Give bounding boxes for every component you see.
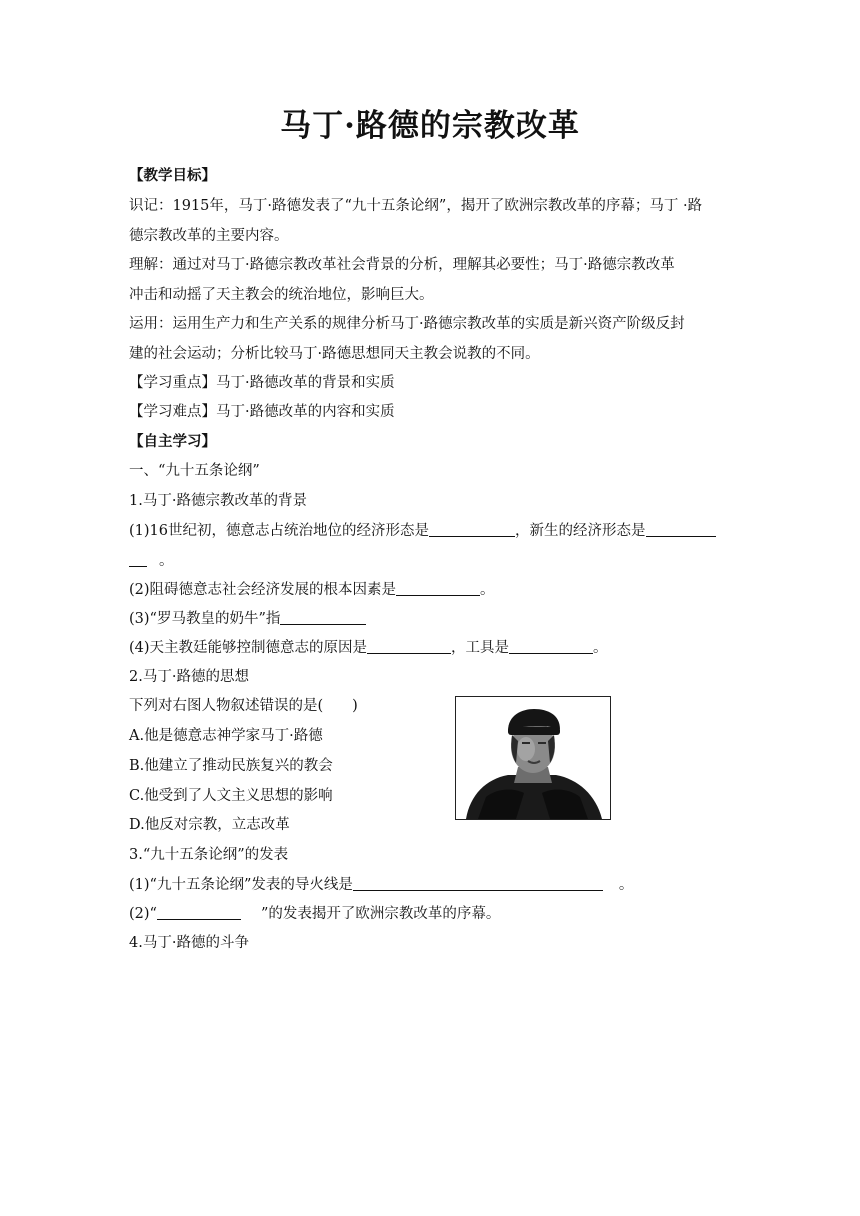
answer-blank-6[interactable] — [509, 639, 593, 654]
martin-luther-portrait — [455, 696, 611, 820]
question-1-text-b: ，新生的经济形态是 — [515, 523, 646, 539]
question-6-text-a: (2)“ — [129, 906, 157, 922]
question-5 — [129, 875, 633, 895]
question-4-text-a: (4)天主教廷能够控制德意志的原因是 — [129, 640, 368, 656]
difficult-points: 【学习难点】马丁·路德改革的内容和实质 — [129, 404, 395, 420]
question-6-text-b: ”的发表揭开了欧洲宗教改革的序幕。 — [260, 906, 501, 922]
objectives-heading: 【教学目标】 — [129, 167, 216, 184]
section1-sub3: 3.“九十五条论纲”的发表 — [129, 847, 289, 863]
question-1 — [129, 521, 716, 541]
portrait-illustration — [456, 697, 610, 819]
question-5-text-a: (1)“九十五条论纲”发表的导火线是 — [129, 877, 353, 893]
question-1-text-c: 。 — [159, 553, 174, 569]
mc-option-d[interactable]: D.他反对宗教，立志改革 — [129, 817, 290, 833]
mc-option-b[interactable]: B.他建立了推动民族复兴的教会 — [129, 758, 333, 774]
question-4-text-c: 。 — [593, 640, 608, 656]
answer-blank-1[interactable] — [429, 522, 515, 537]
objective-apply-line-2: 建的社会运动；分析比较马丁·路德思想同天主教会说教的不同。 — [129, 346, 540, 362]
question-4-text-b: ，工具是 — [451, 640, 510, 656]
objective-understand-line-1: 理解：通过对马丁·路德宗教改革社会背景的分析，理解其必要性；马丁·路德宗教改革 — [129, 257, 675, 273]
question-5-text-b: 。 — [618, 877, 634, 893]
answer-blank-2[interactable] — [646, 522, 716, 537]
objective-apply-line-1: 运用：运用生产力和生产关系的规律分析马丁·路德宗教改革的实质是新兴资产阶级反封 — [129, 316, 685, 332]
answer-blank-7[interactable] — [353, 876, 603, 891]
mc-question-stem: 下列对右图人物叙述错误的是( ) — [129, 698, 358, 714]
answer-blank-3[interactable] — [396, 581, 480, 596]
question-2-text-b: 。 — [480, 582, 495, 598]
question-1-text-a: (1)16世纪初，德意志占统治地位的经济形态是 — [129, 523, 429, 539]
mc-option-a[interactable]: A.他是德意志神学家马丁·路德 — [129, 728, 323, 744]
objective-understand-line-2: 冲击和动摇了天主教会的统治地位，影响巨大。 — [129, 287, 434, 303]
section1-sub4: 4.马丁·路德的斗争 — [129, 935, 249, 951]
self-study-heading: 【自主学习】 — [129, 433, 216, 450]
mc-option-c[interactable]: C.他受到了人文主义思想的影响 — [129, 788, 333, 804]
objective-recall-line-2: 德宗教改革的主要内容。 — [129, 228, 289, 244]
key-points: 【学习重点】马丁·路德改革的背景和实质 — [129, 375, 395, 391]
question-6 — [129, 904, 500, 924]
question-3 — [129, 609, 366, 629]
question-1-continued — [129, 551, 174, 571]
section1-sub1: 1.马丁·路德宗教改革的背景 — [129, 493, 307, 509]
question-2-text-a: (2)阻碍德意志社会经济发展的根本因素是 — [129, 582, 397, 598]
question-3-text-a: (3)“罗马教皇的奶牛”指 — [129, 611, 281, 627]
answer-blank-8[interactable] — [157, 905, 241, 920]
question-2 — [129, 580, 495, 600]
answer-blank-2-continued[interactable] — [129, 552, 147, 567]
answer-blank-4[interactable] — [280, 610, 366, 625]
answer-blank-5[interactable] — [367, 639, 451, 654]
section1-sub2: 2.马丁·路德的思想 — [129, 669, 249, 685]
page-title: 马丁·路德的宗教改革 — [280, 108, 580, 144]
section1-heading: 一、“九十五条论纲” — [129, 463, 260, 479]
question-4 — [129, 638, 608, 658]
objective-recall-line-1: 识记：1915年，马丁·路德发表了“九十五条论纲”，揭开了欧洲宗教改革的序幕；马丁 ·路 — [129, 198, 703, 214]
